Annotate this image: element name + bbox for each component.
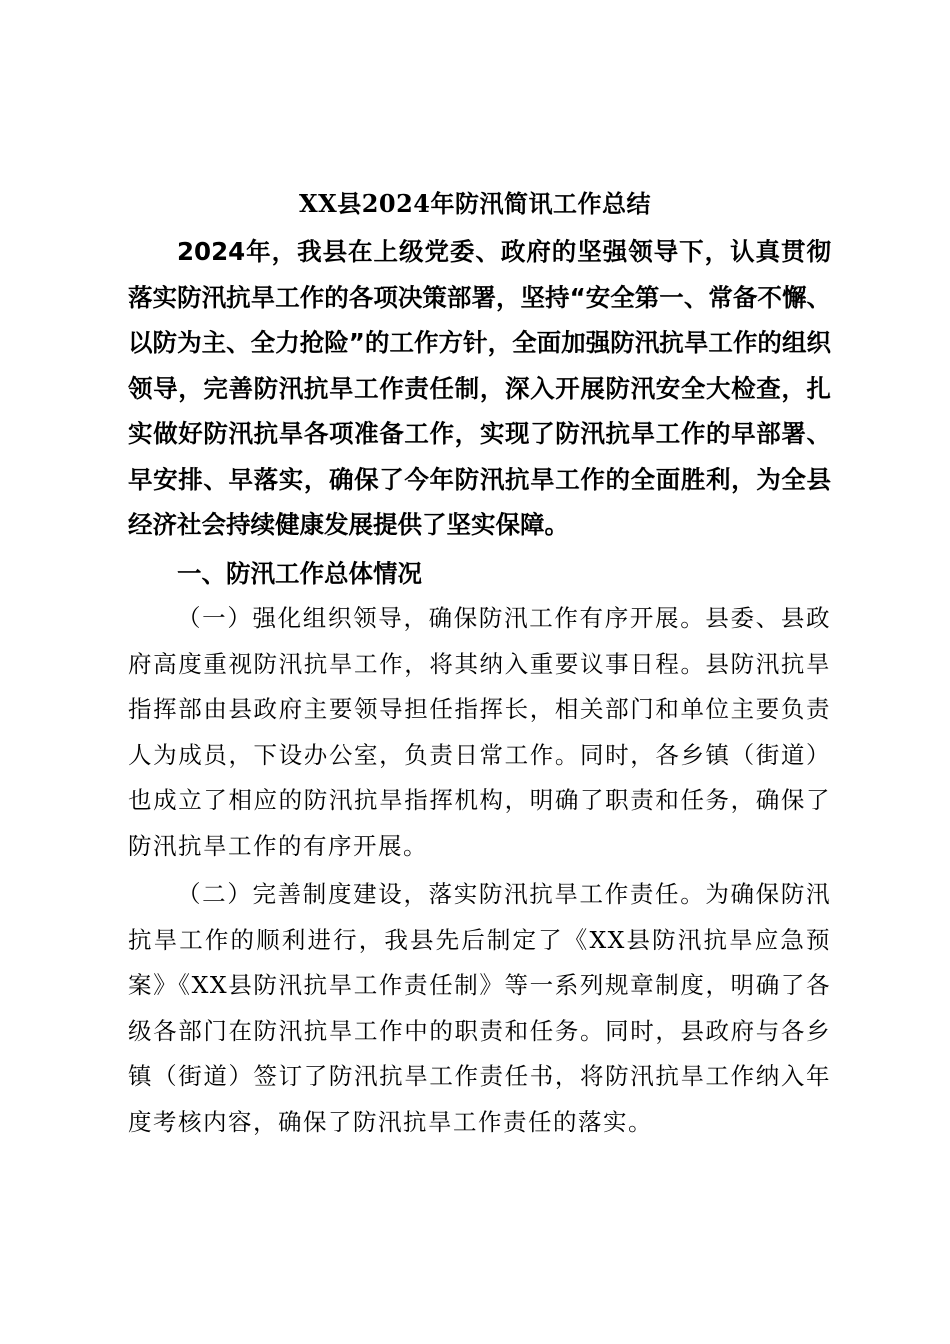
intro-paragraph: 2024年，我县在上级党委、政府的坚强领导下，认真贯彻落实防汛抗旱工作的各项决策部署，坚持“安全第一、常备不懈、以防为主、全力抢险”的工作方针，全面加强防汛抗旱工作的组织领导，完善防汛抗旱工作责任制，深入开展防汛安全大检查，扎实做好防汛抗旱各项准备工作，实现了防汛抗旱工作的早部署、早安排、早落实，确保了今年防汛抗旱工作的全面胜利，为全县经济社会持续健康发展提供了坚实保障。 xyxy=(128,237,831,539)
section-2-paragraph: （二）完善制度建设，落实防汛抗旱工作责任。为确保防汛抗旱工作的顺利进行，我县先后制定了《XX县防汛抗旱应急预案》《XX县防汛抗旱工作责任制》等一系列规章制度，明确了各级各部门在防汛抗旱工作中的职责和任务。同时，县政府与各乡镇（街道）签订了防汛抗旱工作责任书，将防汛抗旱工作纳入年度考核内容，确保了防汛抗旱工作责任的落实。 xyxy=(128,880,831,1136)
section-1-paragraph: （一）强化组织领导，确保防汛工作有序开展。县委、县政府高度重视防汛抗旱工作，将其纳入重要议事日程。县防汛抗旱指挥部由县政府主要领导担任指挥长，相关部门和单位主要负责人为成员，下设办公室，负责日常工作。同时，各乡镇（街道）也成立了相应的防汛抗旱指挥机构，明确了职责和任务，确保了防汛抗旱工作的有序开展。 xyxy=(128,604,831,860)
section-heading: 一、防汛工作总体情况 xyxy=(177,559,422,588)
document-title: XX县2024年防汛简讯工作总结 xyxy=(298,189,652,218)
